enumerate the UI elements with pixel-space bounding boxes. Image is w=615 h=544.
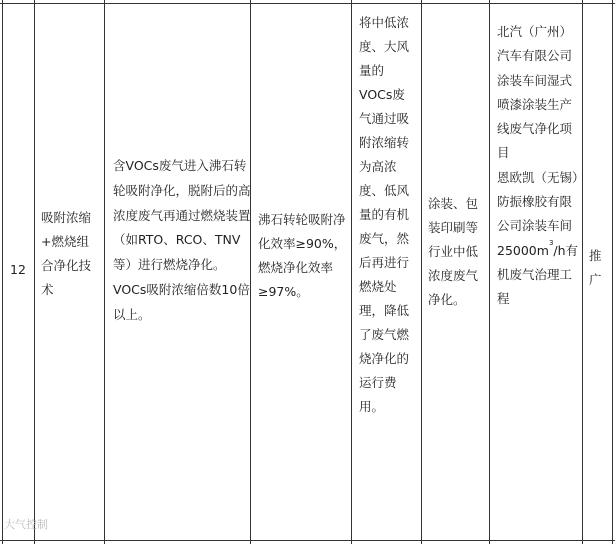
- table-border-right: [612, 0, 613, 544]
- table-border-left: [2, 0, 3, 544]
- case-1: 北汽（广州）汽车有限公司涂装车间湿式喷漆涂装生产线废气净化项目: [497, 24, 573, 161]
- purification-efficiency: 沸石转轮吸附净化效率≥90%，燃烧净化效率≥97%。: [258, 212, 347, 299]
- case-3-value: 25000m: [497, 242, 549, 258]
- column-divider: [421, 0, 422, 544]
- application-cases: [497, 20, 583, 312]
- column-divider: [34, 0, 35, 544]
- applicable-industry: 涂装、包装印刷等行业中低浓度废气净化。: [428, 196, 479, 307]
- watermark: 大气控制: [4, 518, 48, 531]
- technology-description: 将中低浓度、大风量的VOCs废气通过吸附浓缩转为高浓度、低风量的有机废气，然后再进行燃烧处理，降低了废气燃烧净化的运行费用。: [359, 15, 410, 414]
- case-3-superscript: 3: [548, 238, 554, 247]
- technology-principle: 含VOCs废气进入沸石转轮吸附净化，脱附后的高浓度废气再通过燃烧装置（如RTO、RCO、TNV等）进行燃烧净化。VOCs吸附浓缩倍数10倍以上。: [113, 158, 251, 322]
- column-divider: [104, 0, 105, 544]
- row-border-bottom: [0, 540, 615, 541]
- row-number: 12: [10, 262, 26, 277]
- case-2: 恩欧凯（无锡）防振橡胶有限公司涂装车间: [497, 169, 579, 234]
- technology-name: 吸附浓缩+燃烧组合净化技术: [41, 210, 92, 297]
- promotion-status: 推广: [589, 248, 602, 287]
- column-divider: [489, 0, 490, 544]
- row-border-top: [0, 3, 615, 4]
- case-3-suffix: /h有机废气治理工程: [497, 242, 579, 307]
